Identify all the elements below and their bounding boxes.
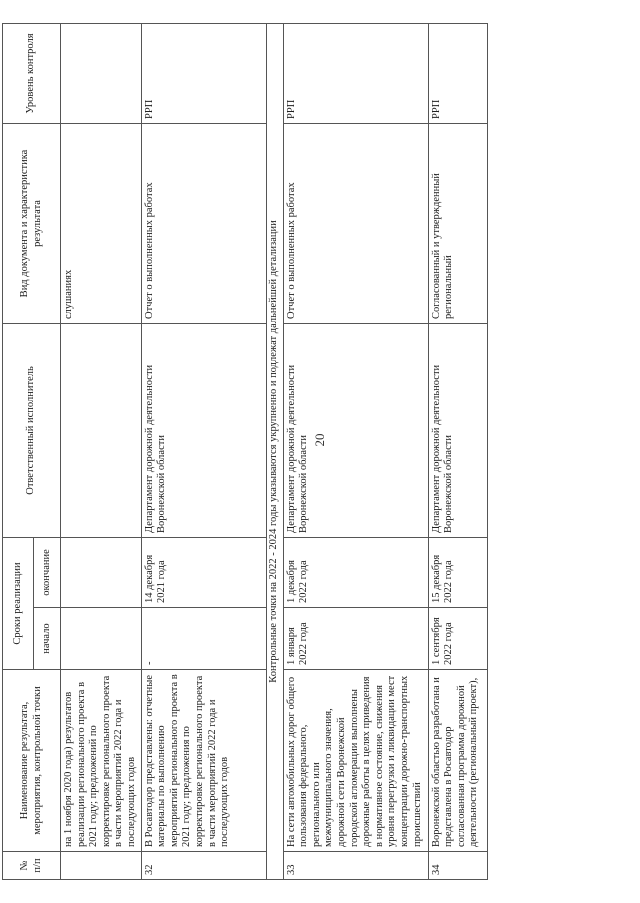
row-executor [61, 323, 142, 537]
row-num: 34 [428, 852, 487, 880]
table-row [141, 23, 266, 879]
row-end [61, 537, 142, 607]
row-doc: слушаниях [61, 123, 142, 323]
row-name: В Росавтодор представлены: отчетные материалы по выполнению мероприятий регионального проекта в 2021 году; предложения по корректировке регионального проекта в части мероприятий 2022 года и последующих годов [141, 670, 266, 852]
row-level: РРП [428, 23, 487, 123]
row-executor: Департамент дорожной деятельности Воронежской области [283, 323, 428, 537]
row-name: Воронежской областью разработана и представлена в Росавтодор согласованная программа дорожной деятельности (региональный проект), [428, 670, 487, 852]
row-executor: Департамент дорожной деятельности Воронежской области [428, 323, 487, 537]
row-level [61, 23, 142, 123]
row-doc: Согласованный и утвержденный региональный [428, 123, 487, 323]
row-start: 1 сентября 2022 года [428, 608, 487, 670]
table-row [428, 23, 487, 879]
row-doc: Отчет о выполненных работах [141, 123, 266, 323]
page-number: 20 [312, 433, 327, 447]
rotated-table-container [2, 24, 626, 880]
control-points-table [2, 23, 488, 880]
row-end: 14 декабря 2021 года [141, 537, 266, 607]
header-end: окончание [34, 537, 61, 607]
header-name: Наименование результата, мероприятия, контрольной точки [3, 670, 61, 852]
row-num [61, 852, 142, 880]
row-num: 32 [141, 852, 266, 880]
section-row [266, 23, 283, 879]
row-executor: Департамент дорожной деятельности Воронежской области [141, 323, 266, 537]
row-start: - [141, 608, 266, 670]
row-end: 1 декабря 2022 года [283, 537, 428, 607]
header-num: № п/п [3, 852, 61, 880]
header-start: начало [34, 608, 61, 670]
table-row [283, 23, 428, 879]
row-name: на 1 ноября 2020 года) результатов реализации регионального проекта в 2021 году; предложений по корректировке регионального проекта в части мероприятий 2022 года и последующих годов [61, 670, 142, 852]
header-terms: Сроки реализации [3, 537, 34, 669]
table-row [61, 23, 142, 879]
row-end: 15 декабря 2022 года [428, 537, 487, 607]
row-doc: Отчет о выполненных работах [283, 123, 428, 323]
header-doc: Вид документа и характеристика результата [3, 123, 61, 323]
row-name: На сети автомобильных дорог общего пользования федерального, регионального или межмуниципального значения, дорожной сети Воронежской городской агломерации выполнены дорожные работы в целях приведения в нормативное состояние, снижения уровня перегрузки и ликвидации мест концентрации дорожно-транспортных происшествий [283, 670, 428, 852]
row-start [61, 608, 142, 670]
row-num: 33 [283, 852, 428, 880]
row-start: 1 января 2022 года [283, 608, 428, 670]
section-caption: Контрольные точки на 2022 - 2024 годы указываются укрупненно и подлежат дальнейшей детализации [266, 23, 283, 879]
header-executor: Ответственный исполнитель [3, 323, 61, 537]
row-level: РРП [141, 23, 266, 123]
row-level: РРП [283, 23, 428, 123]
header-level: Уровень контроля [3, 23, 61, 123]
